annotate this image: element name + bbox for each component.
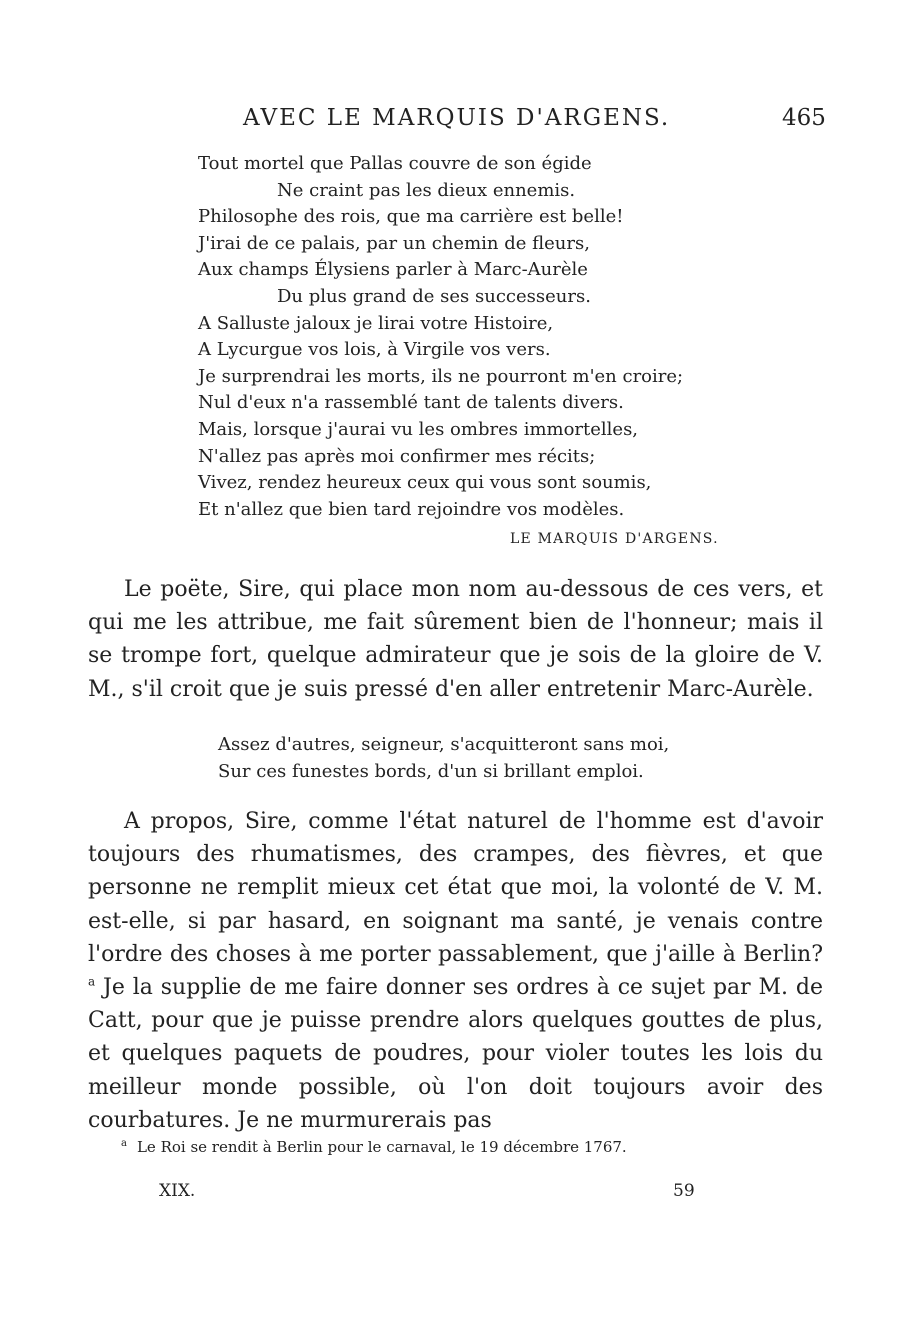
poem-line: Du plus grand de ses successeurs. [277,285,591,307]
poem-line: J'irai de ce palais, par un chemin de fleurs, [198,232,590,254]
signature-mark: XIX. [159,1181,196,1201]
running-title: AVEC LE MARQUIS D'ARGENS. [243,105,671,131]
quote-line: Sur ces funestes bords, d'un si brillant emploi. [218,761,644,782]
footnote-text: Le Roi se rendit à Berlin pour le carnaval, le 19 décembre 1767. [136,1138,627,1156]
poem-line: Mais, lorsque j'aurai vu les ombres immortelles, [198,418,639,440]
poem-line: Je surprendrai les morts, ils ne pourront m'en croire; [198,365,684,387]
paragraph-text: Je la supplie de me faire donner ses ordres à ce sujet par M. de Catt, pour que je puisse prendre alors quelques gouttes de plus, et quelques paquets de poudres, pour violer toutes les lois du meilleur monde possible, où l'on doit toujours avoir des courbatures. Je ne murmurerais pas [88,975,823,1133]
poem-line: Et n'allez que bien tard rejoindre vos modèles. [198,498,625,520]
poem-line: Vivez, rendez heureux ceux qui vous sont soumis, [198,472,652,494]
poem-line: A Salluste jaloux je lirai votre Histoire, [198,312,554,334]
poem [198,151,683,523]
verse-quote [218,731,669,785]
poem-line: N'allez pas après moi confirmer mes récits; [198,445,596,467]
poem-line: Philosophe des rois, que ma carrière est belle! [198,206,624,228]
footnote-reference[interactable]: a [88,974,96,989]
page-number: 465 [782,105,826,131]
poem-line: Ne craint pas les dieux ennemis. [277,179,576,201]
poem-line: Tout mortel que Pallas couvre de son égide [198,153,592,174]
poem-line: A Lycurgue vos lois, à Virgile vos vers. [198,339,551,361]
footnote [121,1138,627,1156]
paragraph-text: A propos, Sire, comme l'état naturel de l'homme est d'avoir toujours des rhumatismes, des crampes, des fièvres, et que personne ne remplit mieux cet état que moi, la volonté de V. M. est-elle, si par hasard, en soignant ma santé, je venais contre l'ordre des choses à me porter passablement, que j'aille à Berlin? [88,809,823,967]
quote-line: Assez d'autres, seigneur, s'acquitteront sans moi, [218,734,670,755]
poem-line: Nul d'eux n'a rassemblé tant de talents divers. [198,392,624,414]
body-paragraph: Le poëte, Sire, qui place mon nom au-dessous de ces vers, et qui me les attribue, me fait sûrement bien de l'honneur; mais il se trompe fort, quelque admirateur que je sois de la gloire de V. M., s'il croit que je suis pressé d'en aller entretenir Marc-Aurèle. [88,577,823,702]
sheet-number: 59 [673,1181,695,1201]
poem-line: Aux champs Élysiens parler à Marc-Aurèle [198,259,588,281]
poem-signature: LE MARQUIS D'ARGENS. [510,531,719,547]
body-paragraph [88,805,823,1137]
footnote-mark: a [121,1138,127,1149]
